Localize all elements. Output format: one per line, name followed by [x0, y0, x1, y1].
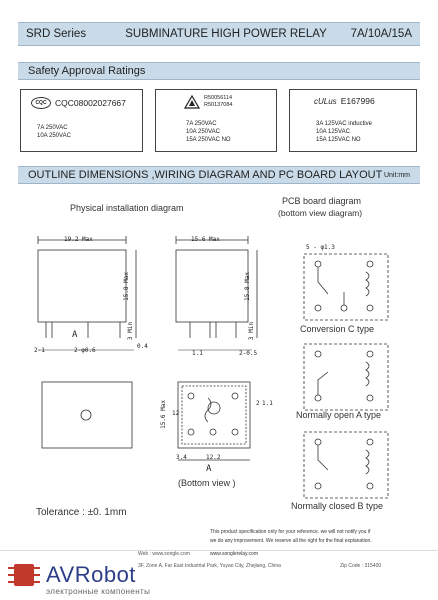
- bv-34: 3.4: [176, 454, 187, 461]
- side-view-front: [38, 236, 136, 341]
- unit-label: Unit:mm: [383, 171, 410, 179]
- tuv-rating-line: 7A 250VAC: [186, 121, 217, 127]
- footer-note-1: This product specification only for your reference. we will not notify you if: [210, 529, 371, 535]
- pcb-dimension: 5 - φ1.3: [306, 244, 335, 251]
- footer-zip: Zip Code : 315400: [340, 563, 382, 569]
- bv-12: 12: [172, 410, 180, 417]
- brand-subtitle: электронные компоненты: [46, 587, 151, 596]
- bottom-view: [178, 382, 250, 460]
- dim-width-2: 15.6 Max: [191, 236, 220, 243]
- tuv-rating-line: 10A 250VAC: [186, 129, 220, 135]
- brand-logo: AVRobot: [46, 562, 136, 587]
- dim-pin-spacing-1: 2-1: [34, 347, 45, 354]
- tuv-number: R50056114: [204, 95, 233, 101]
- top-view: [42, 382, 132, 448]
- dim-04: 0.4: [137, 343, 148, 350]
- footer-note-2: we do any improvement. We reserve all the right for the final explanation.: [210, 538, 372, 544]
- type-normally-open-a: Normally open A type: [296, 410, 382, 420]
- bv-11: 1.1: [262, 400, 273, 407]
- physical-diagram-title: Physical installation diagram: [70, 203, 184, 213]
- tolerance: Tolerance : ±0. 1mm: [36, 507, 127, 518]
- bv-122: 12.2: [206, 454, 221, 461]
- pcb-drawings: [302, 252, 390, 502]
- cqc-rating-line: 10A 250VAC: [37, 133, 71, 139]
- outline-section-header: [18, 166, 420, 184]
- dim-height-2: 15.8 Max: [244, 272, 251, 301]
- bv-width: 15.6 Max: [160, 400, 167, 429]
- product-title: SUBMINATURE HIGH POWER RELAY: [125, 28, 327, 40]
- safety-section-header: [18, 62, 420, 80]
- series-name: SRD Series: [26, 28, 87, 40]
- bottom-view-label: (Bottom view ): [178, 478, 236, 488]
- tuv-cert-box: [155, 89, 277, 152]
- pcb-normally-closed-b: [304, 432, 388, 498]
- dim-label-a1: A: [72, 330, 78, 340]
- ul-rating-line: 10A 125VAC: [316, 129, 350, 135]
- pcb-normally-open-a: [304, 344, 388, 410]
- cqc-cert-box: [20, 89, 143, 152]
- bv-2: 2: [256, 400, 260, 407]
- safety-title: Safety Approval Ratings: [28, 65, 146, 77]
- header-band: [18, 22, 420, 46]
- ul-rating-line: 15A 125VAC NO: [316, 137, 361, 143]
- tuv-number: R50137084: [204, 102, 233, 108]
- dim-11: 1.1: [192, 350, 203, 357]
- dim-pin-min-1: 3 Min: [127, 322, 134, 341]
- type-conversion-c: Conversion C type: [300, 324, 375, 334]
- pcb-diagram-subtitle: (bottom view diagram): [278, 208, 363, 218]
- pcb-diagram-title: PCB board diagram: [282, 196, 362, 206]
- footer-web-2[interactable]: www.songlerelay.com: [210, 551, 258, 557]
- pcb-conversion-c: [304, 254, 388, 320]
- dim-width-1: 19.2 Max: [64, 236, 93, 243]
- tuv-triangle-icon: [184, 95, 200, 109]
- ul-cert-box: [289, 89, 417, 152]
- chip-icon: [6, 556, 42, 594]
- dim-height-1: 15.8 Max: [123, 272, 130, 301]
- tuv-rating-line: 15A 250VAC NO: [186, 137, 231, 143]
- type-normally-closed-b: Normally closed B type: [291, 501, 384, 511]
- footer-address: 3F, Zone A, Far East Industrial Park, Yuyao City, Zhejiang, China: [138, 563, 281, 569]
- footer-web[interactable]: Web : www.songle.com: [138, 551, 190, 557]
- physical-drawing: [28, 232, 278, 492]
- cqc-logo-icon: CQC: [31, 97, 51, 109]
- ul-logo-icon: cULus: [314, 96, 337, 106]
- cqc-ratings: [37, 124, 71, 140]
- ul-number: E167996: [340, 96, 375, 106]
- ul-ratings: [316, 120, 372, 144]
- current-rating: 7A/10A/15A: [350, 28, 412, 40]
- dim-pin-dia: 2-φ0.6: [74, 347, 96, 354]
- ul-rating-line: 3A 125VAC inductive: [316, 121, 372, 127]
- cqc-rating-line: 7A 250VAC: [37, 125, 68, 131]
- dim-pin-spacing-2: 2-0.5: [239, 350, 258, 357]
- cqc-number: CQC08002027667: [55, 98, 126, 108]
- outline-title: OUTLINE DIMENSIONS ,WIRING DIAGRAM AND PC BOARD LAYOUT: [28, 169, 383, 181]
- tuv-ratings: [186, 120, 231, 144]
- dim-label-a2: A: [206, 464, 212, 474]
- dim-pin-min-2: 3 Min: [248, 322, 255, 341]
